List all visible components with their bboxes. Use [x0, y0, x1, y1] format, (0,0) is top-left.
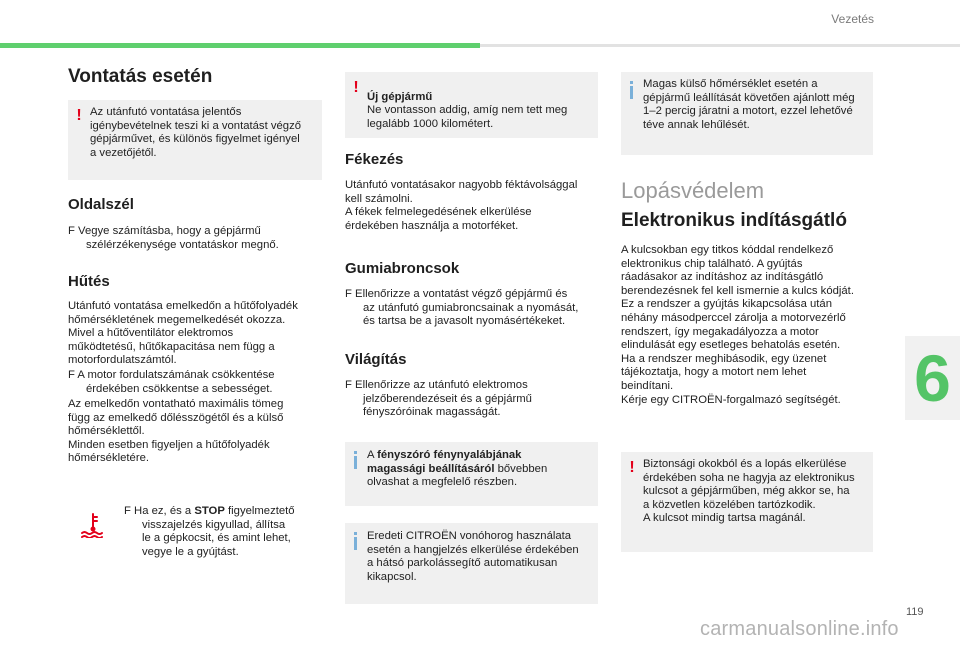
- cooling-info-box: [621, 72, 873, 155]
- page-number: 119: [906, 606, 924, 618]
- key-safety-warning-text: Biztonsági okokból és a lopás elkerülése érdekében soha ne hagyja az elektronikus kulcsot a gépjárműben, még akkor se, ha a közvetlen közelében tartózkodik. A kulcsot mindig tartsa magánál.: [643, 458, 855, 525]
- tyres-bullet: F Ellenőrizze a vontatást végző gépjármű és az utánfutó gumiabroncsainak a nyomását, és tartsa be a javasolt nyomásértékeket.: [345, 288, 579, 328]
- antitheft-title: Lopásvédelem: [621, 178, 765, 203]
- cooling-bullet: F A motor fordulatszámának csökkentése érdekében csökkentse a sebességet.: [68, 369, 275, 395]
- warning-icon: !: [629, 459, 635, 476]
- towing-title: Vontatás esetén: [68, 66, 213, 87]
- info-icon: [354, 451, 357, 471]
- info-icon: [630, 81, 633, 101]
- lights-title: Világítás: [345, 351, 407, 368]
- cooling-info-text: Magas külső hőmérséklet esetén a gépjármű leállítását követően ajánlott még 1–2 percig járatni a motort, ezzel lehetővé téve annak lehűlését.: [643, 78, 855, 131]
- tyres-title: Gumiabroncsok: [345, 260, 460, 277]
- header-divider: [480, 44, 960, 47]
- cooling-text-2: Az emelkedőn vontatható maximális tömeg függ az emelkedő dőlésszögétől és a külső hőmérséklettől. Minden esetben figyeljen a hűtőfolyadék hőmérsékletére.: [68, 398, 284, 465]
- cooling-title: Hűtés: [68, 273, 110, 290]
- stop-keyword: STOP: [194, 505, 225, 517]
- warning-icon: !: [353, 79, 359, 96]
- brakes-title: Fékezés: [345, 151, 404, 168]
- headlamp-info-text: A fényszóró fénynyalábjának magassági beállításáról bővebben olvashat a megfelelő részben.: [367, 449, 548, 489]
- coolant-temperature-warning-icon: [80, 512, 106, 538]
- headlamp-info-box: [345, 442, 598, 506]
- cooling-text-1: Utánfutó vontatása emelkedőn a hűtőfolyadék hőmérsékletének megemelkedését okozza. Mivel a hűtőventilátor elektromos működtetésű, hűtőkapacitása nem függ a motorfordulatszámtól.: [68, 300, 298, 367]
- towing-warning-box: [68, 100, 322, 180]
- stop-warning-text: F Ha ez, és a STOP figyelmeztető visszajelzés kigyullad, állítsa le a gépkocsit, és amint lehet, vegye le a gyújtást.: [124, 505, 295, 558]
- chapter-tab: [905, 336, 960, 420]
- new-car-title: Új gépjármű: [367, 90, 433, 103]
- lights-bullet: F Ellenőrizze az utánfutó elektromos jelzőberendezéseit és a gépjármű fényszóróinak magasságát.: [345, 379, 532, 419]
- watermark: carmanualsonline.info: [700, 618, 899, 640]
- immobiliser-title: Elektronikus indításgátló: [621, 210, 847, 231]
- new-car-warning-box: [345, 72, 598, 138]
- immobiliser-text: A kulcsokban egy titkos kóddal rendelkező elektronikus chip található. A gyújtás ráadásakor az indításhoz az indításgátló berendezésnek fel kell ismernie a kulcs kódját. Ez a rendszer a gyújtás kikapcsolása után néhány másodperccel zárolja a motorvezérlő rendszert, így megakadályozza a motor elindulását egy esetleges behatolás esetén. Ha a rendszer meghibásodik, egy üzenet tájékoztatja, hogy a motort nem lehet beindítani. Kérje egy CITROËN-forgalmazó segítségét.: [621, 244, 854, 406]
- side-wind-bullet: F Vegye számításba, hogy a gépjármű szélérzékenysége vontatáskor megnő.: [68, 225, 279, 251]
- new-car-text: Ne vontasson addig, amíg nem tett meg legalább 1000 kilométert.: [367, 104, 568, 130]
- header-accent-bar: [0, 43, 480, 48]
- towbar-info-box: [345, 523, 598, 604]
- key-safety-warning-box: [621, 452, 873, 552]
- towing-warning-text: Az utánfutó vontatása jelentős igénybevételnek teszi ki a vontatást végző gépjárművet, és különös figyelmet igényel a vezetőjétől.: [90, 106, 302, 159]
- warning-icon: !: [76, 107, 82, 124]
- section-title: Vezetés: [831, 12, 874, 26]
- brakes-text: Utánfutó vontatásakor nagyobb féktávolsággal kell számolni. A fékek felmelegedésének elkerülése érdekében használja a motorféket.: [345, 179, 578, 232]
- side-wind-title: Oldalszél: [68, 196, 134, 213]
- info-icon: [354, 532, 357, 552]
- towbar-info-text: Eredeti CITROËN vonóhorog használata esetén a hangjelzés elkerülése érdekében a hátsó parkolássegítő automatikusan kikapcsol.: [367, 530, 579, 583]
- chapter-number: 6: [914, 341, 951, 415]
